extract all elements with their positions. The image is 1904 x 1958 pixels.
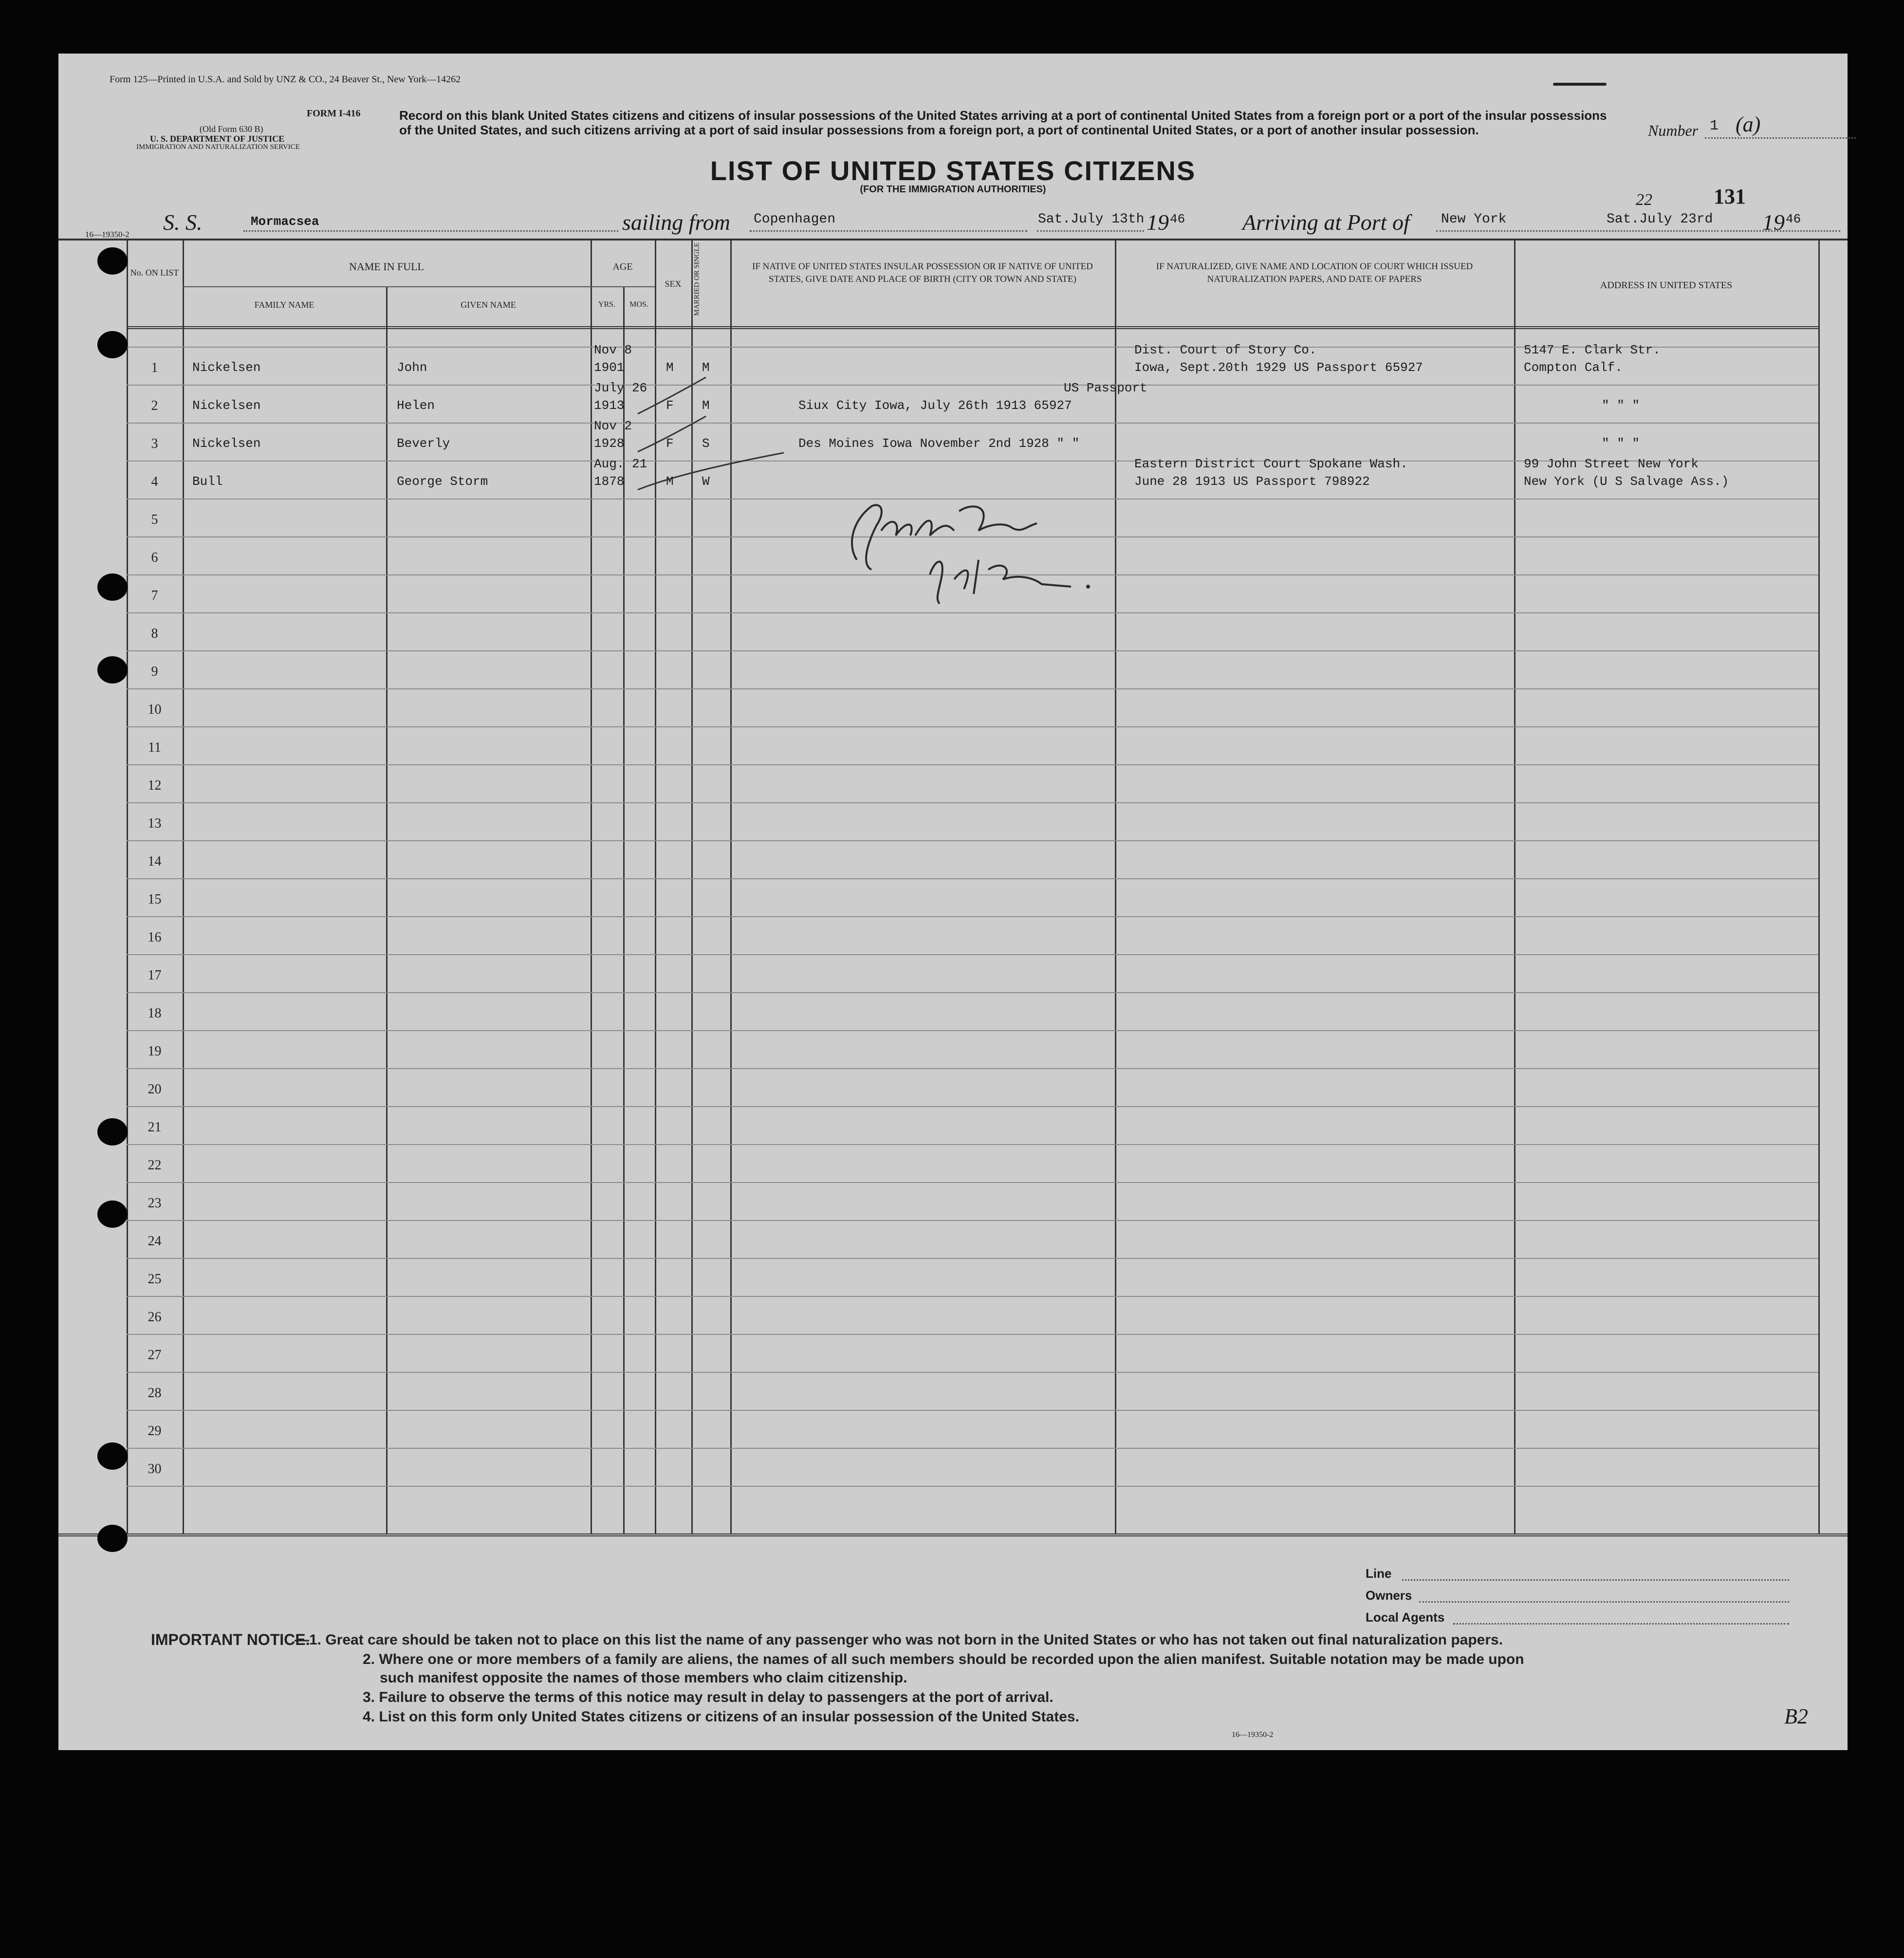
instruction-text: Record on this blank United States citizens and citizens of insular possessions of the United States arriving at a port of continental United States from a foreign port or a port of the insular possessions of the United States, and such citizens arriving at a port of said insular possessions from a foreign port, a port of continental United States, or a port of another insular possession. bbox=[399, 108, 1607, 137]
number-underline bbox=[1705, 137, 1856, 139]
naturalization-details: June 28 1913 US Passport 798922 bbox=[1134, 474, 1370, 489]
form-number: FORM I-416 bbox=[307, 108, 361, 119]
owners-underline bbox=[1419, 1601, 1789, 1603]
table-row bbox=[127, 650, 1818, 688]
birth-year: 1928 bbox=[594, 436, 625, 451]
birth-date: Aug. 21 bbox=[594, 457, 647, 471]
notice-item: —1. Great care should be taken not to place on this list the name of any passenger who was not born in the United States or who has not taken out final naturalization papers. bbox=[295, 1632, 1503, 1648]
row-rule bbox=[127, 1486, 1818, 1487]
address-line-1: 5147 E. Clark Str. bbox=[1524, 343, 1661, 357]
row-number: 5 bbox=[151, 512, 158, 527]
row-number: 8 bbox=[151, 626, 158, 641]
family-name: Nickelsen bbox=[192, 360, 261, 375]
row-number: 15 bbox=[148, 892, 162, 907]
line-underline bbox=[1402, 1579, 1789, 1581]
arriving-label: Arriving at Port of bbox=[1242, 210, 1410, 235]
from-port-underline bbox=[750, 230, 1027, 232]
header-sex: SEX bbox=[665, 279, 682, 289]
birth-date: Nov 8 bbox=[594, 343, 632, 357]
local-agents-underline bbox=[1453, 1623, 1789, 1625]
notice-item: 3. Failure to observe the terms of this notice may result in delay to passengers at the port of arrival. bbox=[363, 1689, 1054, 1705]
form-imprint: Form 125—Printed in U.S.A. and Sold by UNZ & CO., 24 Beaver St., New York—14262 bbox=[110, 74, 461, 85]
number-annotation: (a) bbox=[1736, 112, 1761, 136]
local-agents-label: Local Agents bbox=[1366, 1610, 1445, 1625]
sex: M bbox=[666, 474, 674, 489]
birth-date: Nov 2 bbox=[594, 419, 632, 433]
native-birth-place: Des Moines Iowa November 2nd 1928 " " bbox=[798, 436, 1080, 451]
header-name-in-full: NAME IN FULL bbox=[349, 260, 424, 273]
native-birth-place: Siux City Iowa, July 26th 1913 65927 bbox=[798, 398, 1072, 413]
table-row bbox=[127, 343, 1818, 385]
table-row bbox=[127, 1448, 1818, 1486]
arrive-correction: 22 bbox=[1636, 191, 1652, 209]
row-number: 6 bbox=[151, 550, 158, 565]
table-row bbox=[127, 381, 1818, 423]
given-name: John bbox=[397, 360, 427, 375]
table-row bbox=[127, 688, 1818, 726]
row-number: 1 bbox=[151, 360, 158, 375]
address-ditto: " " " bbox=[1602, 436, 1640, 451]
table-bottom-rule bbox=[58, 1533, 1848, 1536]
page-title: LIST OF UNITED STATES CITIZENS bbox=[710, 155, 1196, 186]
row-number: 28 bbox=[148, 1385, 162, 1401]
table-row bbox=[127, 1182, 1818, 1220]
row-number: 2 bbox=[151, 398, 158, 413]
address-line-2: Compton Calf. bbox=[1524, 360, 1623, 375]
table-top-rule bbox=[58, 239, 1848, 240]
table-row bbox=[127, 1106, 1818, 1144]
sex: M bbox=[666, 360, 674, 375]
name-subheader-rule bbox=[183, 286, 591, 287]
table-row bbox=[127, 1372, 1818, 1410]
notice-item: such manifest opposite the names of those members who claim citizenship. bbox=[380, 1670, 907, 1686]
given-name: Beverly bbox=[397, 436, 450, 451]
native-passport: US Passport bbox=[1064, 381, 1147, 395]
inspector-signature bbox=[818, 472, 1120, 618]
page-subtitle: (FOR THE IMMIGRATION AUTHORITIES) bbox=[860, 184, 1046, 195]
row-number: 14 bbox=[148, 854, 162, 869]
header-age: AGE bbox=[612, 261, 633, 272]
header-married-or-single: MARRIED OR SINGLE bbox=[693, 242, 701, 316]
from-port: Copenhagen bbox=[754, 212, 836, 227]
punch-hole bbox=[97, 1442, 128, 1470]
address-line-1: 99 John Street New York bbox=[1524, 457, 1699, 471]
table-row bbox=[127, 916, 1818, 954]
sail-date-underline bbox=[1037, 230, 1144, 232]
col-line bbox=[1818, 240, 1820, 1533]
sex: F bbox=[666, 436, 674, 451]
manifest-page bbox=[58, 54, 1848, 1750]
row-number: 4 bbox=[151, 474, 158, 489]
row-number: 30 bbox=[148, 1461, 162, 1477]
line-label: Line bbox=[1366, 1566, 1392, 1581]
sail-year: 46 bbox=[1170, 212, 1185, 226]
header-bottom-rule bbox=[127, 326, 1818, 329]
header-address: ADDRESS IN UNITED STATES bbox=[1600, 280, 1733, 291]
table-row bbox=[127, 1258, 1818, 1296]
number-label: Number bbox=[1648, 122, 1699, 139]
age-subheader-rule bbox=[591, 286, 655, 287]
to-port-underline bbox=[1436, 230, 1719, 232]
punch-hole bbox=[97, 573, 128, 601]
row-number: 3 bbox=[151, 436, 158, 451]
table-row bbox=[127, 1334, 1818, 1372]
header-given-name: GIVEN NAME bbox=[461, 300, 516, 310]
table-row bbox=[127, 1220, 1818, 1258]
row-number: 13 bbox=[148, 816, 162, 831]
page-number: 131 bbox=[1714, 185, 1746, 208]
family-name: Bull bbox=[192, 474, 223, 489]
table-row bbox=[127, 802, 1818, 840]
marital-status: M bbox=[702, 398, 710, 413]
sail-year-prefix: 19 bbox=[1146, 210, 1169, 235]
row-number: 17 bbox=[148, 968, 162, 983]
to-port: New York bbox=[1441, 212, 1507, 227]
table-row bbox=[127, 992, 1818, 1030]
check-marks bbox=[633, 375, 794, 501]
given-name: George Storm bbox=[397, 474, 488, 489]
number-value: 1 bbox=[1710, 118, 1719, 134]
punch-hole bbox=[97, 656, 128, 683]
row-number: 27 bbox=[148, 1348, 162, 1363]
marital-status: W bbox=[702, 474, 710, 489]
owners-label: Owners bbox=[1366, 1588, 1412, 1603]
row-number: 19 bbox=[148, 1044, 162, 1059]
marital-status: M bbox=[702, 360, 710, 375]
old-form: (Old Form 630 B) bbox=[200, 124, 263, 134]
header-naturalized: IF NATURALIZED, GIVE NAME AND LOCATION OF COURT WHICH ISSUED NATURALIZATION PAPERS, AND DATE OF PAPERS bbox=[1156, 261, 1473, 284]
ink-dash bbox=[1553, 83, 1607, 86]
punch-hole bbox=[97, 1525, 128, 1552]
table-row bbox=[127, 954, 1818, 992]
birth-year: 1901 bbox=[594, 360, 625, 375]
row-number: 25 bbox=[148, 1272, 162, 1287]
ss-label: S. S. bbox=[163, 210, 203, 235]
row-number: 22 bbox=[148, 1158, 162, 1173]
table-row bbox=[127, 419, 1818, 461]
arrive-year: 46 bbox=[1786, 212, 1801, 226]
row-number: 12 bbox=[148, 778, 162, 793]
address-ditto: " " " bbox=[1602, 398, 1640, 413]
notice-item: 4. List on this form only United States citizens or citizens of an insular possession of the United States. bbox=[363, 1709, 1079, 1725]
row-number: 11 bbox=[148, 740, 161, 755]
punch-hole bbox=[97, 1201, 128, 1228]
row-number: 16 bbox=[148, 930, 162, 945]
row-number: 9 bbox=[151, 664, 158, 679]
service: IMMIGRATION AND NATURALIZATION SERVICE bbox=[136, 143, 300, 151]
marital-status: S bbox=[702, 436, 710, 451]
form-code-left: 16—19350-2 bbox=[85, 230, 129, 239]
family-name: Nickelsen bbox=[192, 436, 261, 451]
ship-underline bbox=[243, 230, 618, 232]
punch-hole bbox=[97, 1118, 128, 1145]
birth-date: July 26 bbox=[594, 381, 647, 395]
header-no-on-list: No. ON LIST bbox=[130, 268, 179, 277]
department: U. S. DEPARTMENT OF JUSTICE bbox=[150, 134, 285, 144]
row-number: 23 bbox=[148, 1196, 162, 1211]
sailing-label: sailing from bbox=[622, 210, 730, 235]
arrive-year-prefix: 19 bbox=[1762, 210, 1785, 235]
punch-hole bbox=[97, 247, 128, 275]
naturalization-details: Iowa, Sept.20th 1929 US Passport 65927 bbox=[1134, 360, 1423, 375]
row-number: 26 bbox=[148, 1310, 162, 1325]
header-yrs: YRS. bbox=[598, 300, 616, 309]
row-number: 18 bbox=[148, 1006, 162, 1021]
birth-year: 1878 bbox=[594, 474, 625, 489]
table-row bbox=[127, 1030, 1818, 1068]
notice-item: 2. Where one or more members of a family are aliens, the names of all such members should be recorded upon the alien manifest. Suitable notation may be made upon bbox=[363, 1651, 1524, 1667]
header-native: IF NATIVE OF UNITED STATES INSULAR POSSESSION OR IF NATIVE OF UNITED STATES, GIVE DATE AND PLACE OF BIRTH (CITY OR TOWN AND STATE) bbox=[752, 261, 1093, 284]
table-row bbox=[127, 1144, 1818, 1182]
table-row bbox=[127, 764, 1818, 802]
corner-mark: B2 bbox=[1784, 1704, 1808, 1728]
row-number: 20 bbox=[148, 1082, 162, 1097]
naturalization-court: Dist. Court of Story Co. bbox=[1134, 343, 1317, 357]
header-mos: MOS. bbox=[629, 300, 648, 309]
row-number: 24 bbox=[148, 1234, 162, 1249]
family-name: Nickelsen bbox=[192, 398, 261, 413]
row-number: 29 bbox=[148, 1423, 162, 1439]
punch-hole bbox=[97, 331, 128, 358]
ship-name: Mormacsea bbox=[251, 214, 319, 229]
table-row bbox=[127, 1410, 1818, 1448]
row-number: 7 bbox=[151, 588, 158, 603]
row-number: 21 bbox=[148, 1120, 162, 1135]
form-code-bottom: 16—19350-2 bbox=[1232, 1731, 1274, 1739]
table-row bbox=[127, 726, 1818, 764]
table-row bbox=[127, 1068, 1818, 1106]
header-family-name: FAMILY NAME bbox=[254, 300, 314, 310]
address-line-2: New York (U S Salvage Ass.) bbox=[1524, 474, 1729, 489]
sail-date: Sat.July 13th bbox=[1038, 212, 1145, 227]
sex: F bbox=[666, 398, 674, 413]
table-row bbox=[127, 878, 1818, 916]
table-row bbox=[127, 1296, 1818, 1334]
birth-year: 1913 bbox=[594, 398, 625, 413]
row-number: 10 bbox=[148, 702, 162, 717]
naturalization-court: Eastern District Court Spokane Wash. bbox=[1134, 457, 1408, 471]
notice-title: IMPORTANT NOTICE. bbox=[151, 1631, 310, 1648]
arrive-date: Sat.July 23rd bbox=[1607, 212, 1713, 227]
given-name: Helen bbox=[397, 398, 435, 413]
table-row bbox=[127, 840, 1818, 878]
